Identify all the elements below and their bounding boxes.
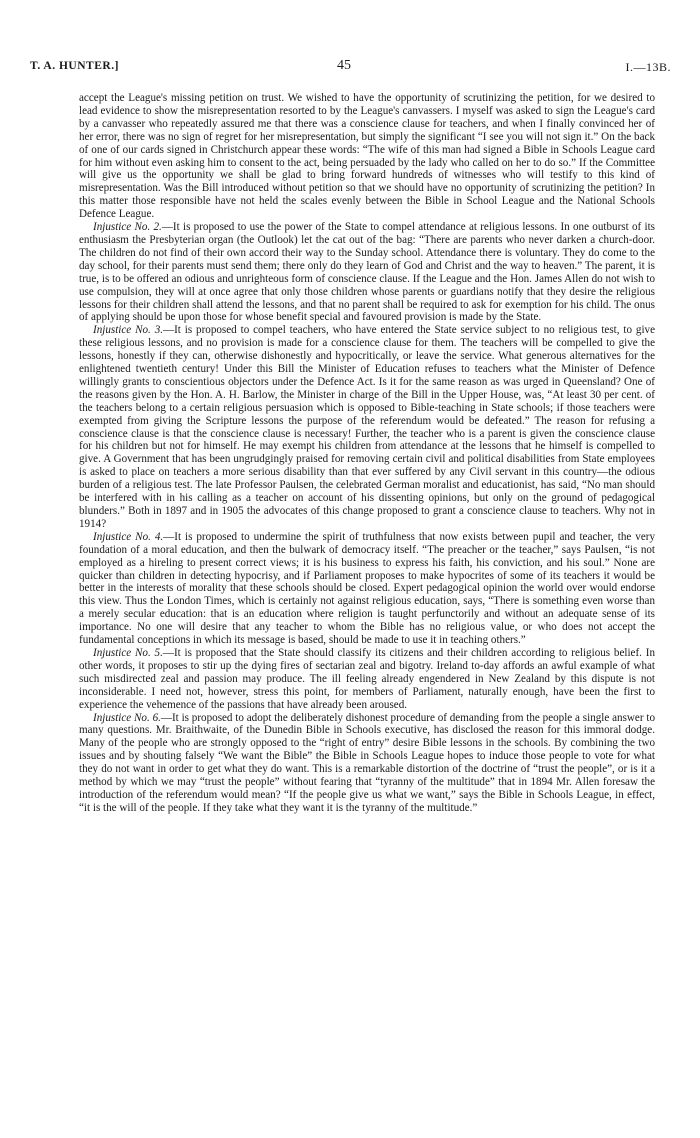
paragraph-injustice-2 [79,221,655,324]
paragraph-text: —It is proposed to use the power of the State to compel attendance at religious lessons. In one outburst of its enthusiasm the Presbyterian organ (the Outlook) let the cat out of the bag: “There are parents who never darken a church-door. The children do not find of their own accord their way to the Sunday school. Attendance there is voluntary. They do come to the day school, for their parents must send them; there only do they learn of God and Christ and the way to heaven.” The parent, it is true, is to be offered an odious and unrighteous form of conscience clause. If the League and the Hon. James Allen do not wish to use compulsion, they will at once agree that only those children whose parents or guardians notify that they desire the religious lessons for their children shall attend the lessons, and that no parent shall be required to ask for exemption for his child. The onus of applying should be upon those for whose benefit special and favoured provision is made by the State. [79,221,655,324]
paragraph-injustice-6 [79,712,655,815]
page-number: 45 [337,58,351,73]
injustice-label: Injustice No. 6. [93,711,161,724]
injustice-label: Injustice No. 2. [93,221,162,234]
paragraph-injustice-5 [79,647,655,712]
paragraph-text: —It is proposed to adopt the deliberately dishonest procedure of demanding from the people a single answer to many questions. Mr. Braithwaite, of the Dunedin Bible in Schools executive, has disclosed the reason for this immoral dodge. Many of the people who are strongly opposed to the “right of entry” desire Bible lessons in the schools. By combining the two issues and by shouting falsely “We want the Bible” the Bible in Schools League hopes to induce those people to vote for what they do not want in order to get what they do want. This is a remarkable distortion of the doctrine of “trust the people”, or is it a method by which we may “trust the people” without fearing that “tyranny of the multitude” that in 1894 Mr. Allen foresaw the introduction of the referendum would mean? “If the people give us what we want,” says the Bible in Schools League, in effect, “it is the will of the people. If they take what they want it is the tyranny of the multitude.” [79,711,655,814]
paragraph-injustice-4 [79,531,655,647]
paragraph-text: —It is proposed that the State should classify its citizens and their children according to religious belief. In other words, it proposes to stir up the dying fires of sectarian zeal and bigotry. Ireland to-day affords an awful example of what such misdirected zeal and passion may produce. The ill feeling already engendered in New Zealand by this dispute is not inconsiderable. I need not, however, stress this point, for members of Parliament, naturally enough, have been the first to experience the vehemence of the passions that have already been aroused. [79,646,655,711]
injustice-label: Injustice No. 3. [93,324,164,337]
header-author: T. A. HUNTER.] [30,60,119,72]
document-reference: I.—13B. [625,60,671,74]
injustice-label: Injustice No. 5. [93,646,163,659]
paragraph-injustice-3 [79,324,655,531]
paragraph-1 [79,92,655,221]
paragraph-text: —It is proposed to undermine the spirit of truthfulness that now exists between pupil and teacher, the very foundation of a moral education, and then the bulwark of democracy itself. “The preacher or the teacher,” says Paulsen, “is not employed as a hireling to present correct views; it is his business to express his faith, his conviction, and his soul.” None are quicker than children in detecting hypocrisy, and if Parliament proposes to make hypocrites of some of its teachers it would be better in the interests of morality that these schools should be closed. Expert pedagogical opinion the world over would endorse this view. Thus the London Times, which is certainly not against religious education, says, “There is something even worse than a merely secular education: that is an education where religion is taught perfunctorily and without an adequate sense of its importance. No one will desire that any teacher to whom the Bible has no religious value, or who does not accept the fundamental conceptions in which its message is based, should be made to use it in teaching others.” [79,530,655,647]
paragraph-text: accept the League's missing petition on trust. We wished to have the opportunity of scrutinizing the petition, for we desired to lead evidence to show the misrepresentation resorted to by the League's canvassers. I myself was asked to sign the League's card by a canvasser who repeatedly assured me that there was a conscience clause for teachers, and when I finally convinced her of her error, there was no sign of regret for her misrepresentation, but simply the significant “I see you will not sign it.” On the back of one of our cards signed in Christchurch appear these words: “The wife of this man had signed a Bible in Schools League card for him without even asking him to consent to the act, being persuaded by the lady who called on her to do so.” If the Committee will give us the opportunity we shall be glad to bring forward hundreds of witnesses who will testify to this kind of misrepresentation. Was the Bill introduced without petition so that we should have no opportunity of scrutinizing the petition? In this matter those responsible have not held the scales evenly between the Bible in School League and the National Schools Defence League. [79,92,655,221]
injustice-label: Injustice No. 4. [93,530,164,543]
paragraph-text: —It is proposed to compel teachers, who have entered the State service subject to no religious test, to give these religious lessons, and no provision is made for a conscience clause for them. The teachers will be compelled to give the lessons, honestly if they can, otherwise dishonestly and hypocritically, or leave the service. What generous alternatives for the enlightened twentieth century! Under this Bill the Minister of Education refuses to teachers what the Minister of Defence willingly grants to conscientious objectors under the Defence Act. Is it for the same reason as was urged in Queensland? One of the reasons given by the Hon. A. H. Barlow, the Minister in charge of the Bill in the Upper House, was, “At least 30 per cent. of the teachers belong to a certain religious persuasion which is opposed to Bible-teaching in State schools; if those teachers were exempted from giving the Scripture lessons the purpose of the referendum would be defeated.” The reason for refusing a conscience clause is that the conscience clause is necessary! Further, the teacher who is a parent is given the conscience clause for his children but not for himself. He may exempt his children from attendance at the lessons that he himself is compelled to give. A Government that has been ungrudgingly praised for removing certain civil and political disabilities from State employees is asked to place on teachers a more serious disability than that ever suffered by any Civil servant in this country—the odious burden of a religious test. The late Professor Paulsen, the celebrated German moralist and educationist, has said, “No man should be interfered with in his calling as a teacher on account of his dissenting opinions, but only on the ground of pedagogical blunders.” Both in 1897 and in 1905 the advocates of this change proposed to grant a conscience clause to teachers. Why not in 1914? [79,324,655,530]
document-body [79,92,655,815]
page-header [0,60,700,80]
